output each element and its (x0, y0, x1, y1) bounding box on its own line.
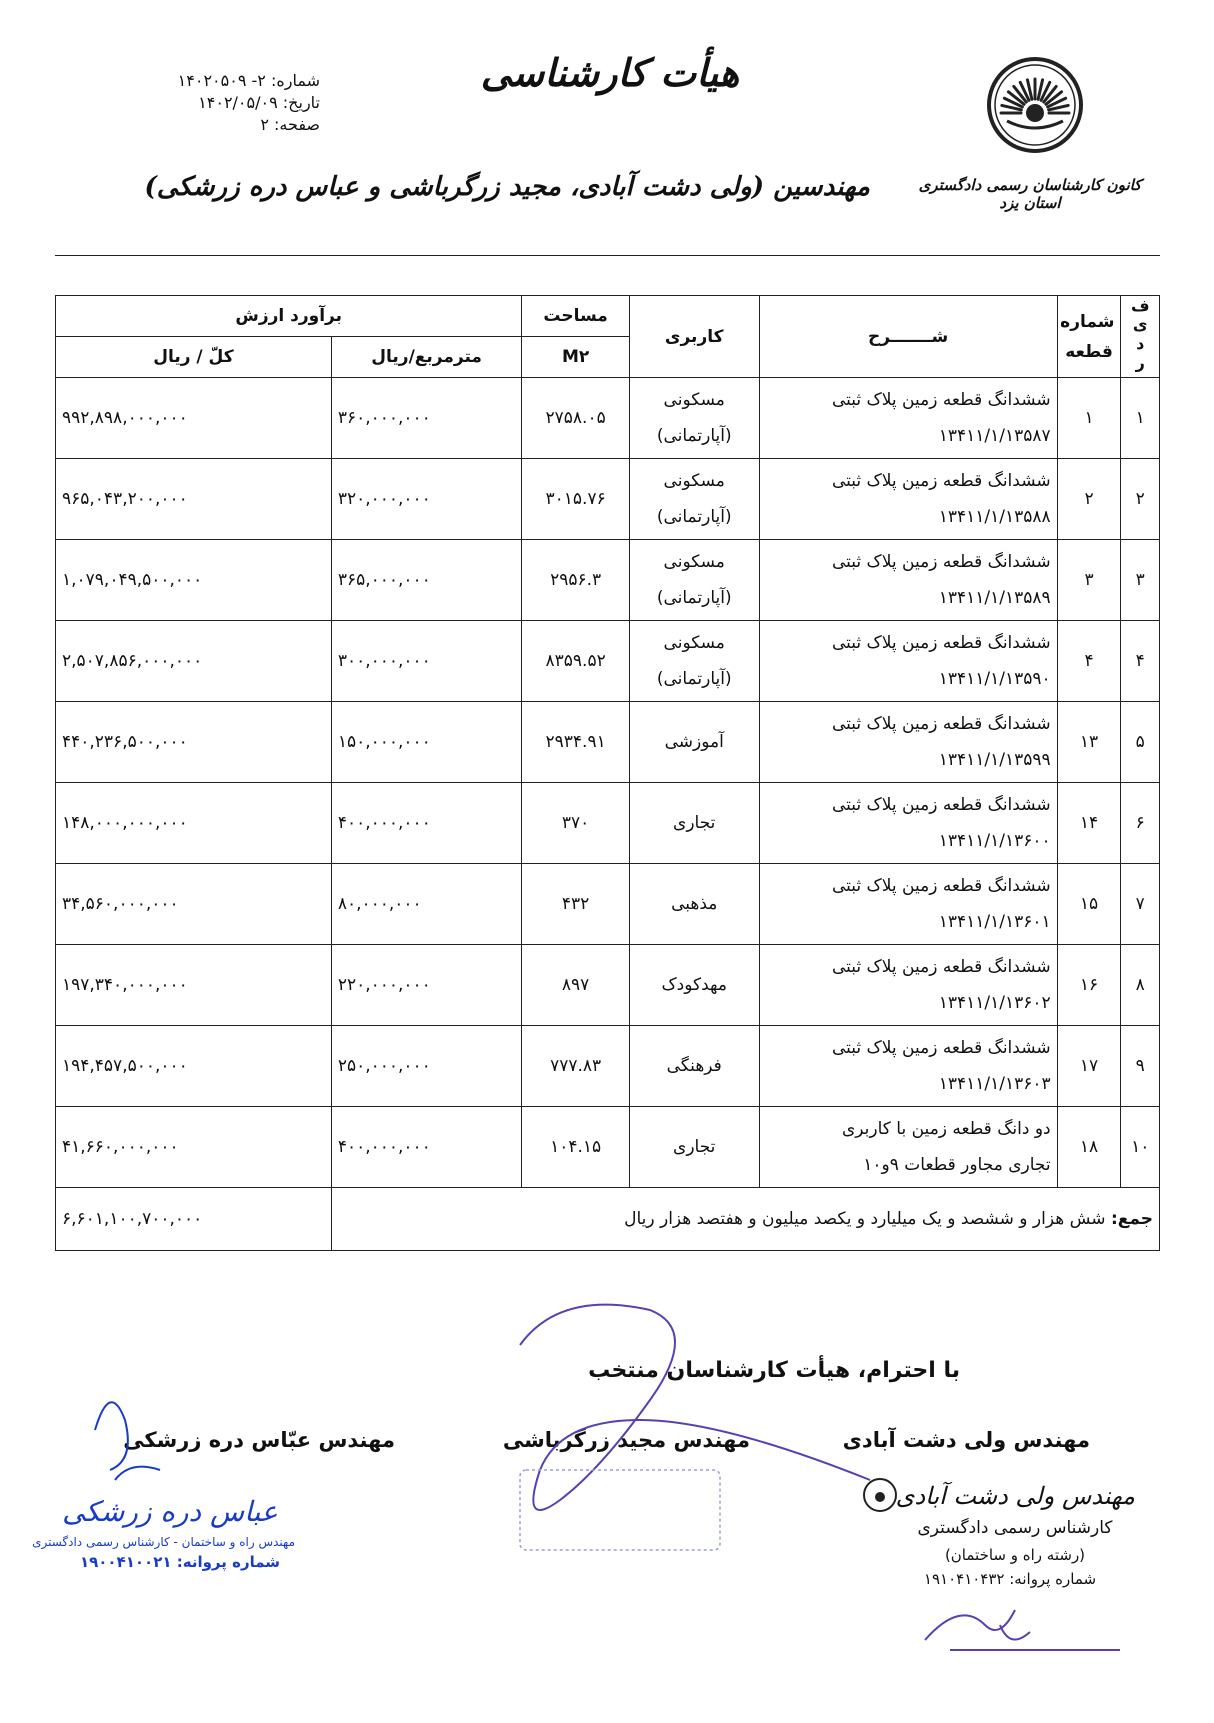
cell-usage (629, 1107, 759, 1188)
usage-line-1: تجاری (673, 813, 716, 833)
description-line-2: ۱۳۴۱۱/۱/۱۳۵۹۹ (938, 750, 1051, 770)
valuation-table (55, 295, 1160, 1251)
usage-line-1: آموزشی (664, 732, 724, 752)
cell-lot-number: ۲ (1057, 459, 1121, 540)
cell-usage (629, 459, 759, 540)
document-meta (110, 70, 320, 136)
sum-row (56, 1188, 1160, 1251)
cell-area: ۲۹۵۶.۳ (522, 540, 629, 621)
cell-total-price: ۹۹۲,۸۹۸,۰۰۰,۰۰۰ (56, 378, 332, 459)
cell-description (759, 702, 1057, 783)
cell-unit-price: ۸۰,۰۰۰,۰۰۰ (331, 864, 522, 945)
cell-row-number: ۸ (1121, 945, 1160, 1026)
table-row (56, 945, 1160, 1026)
cell-total-price: ۱۴۸,۰۰۰,۰۰۰,۰۰۰ (56, 783, 332, 864)
description-line-2: ۱۳۴۱۱/۱/۱۳۶۰۱ (938, 912, 1051, 932)
description-line-1: ششدانگ قطعه زمین پلاک ثبتی (831, 552, 1051, 572)
description-line-1: ششدانگ قطعه زمین پلاک ثبتی (831, 876, 1051, 896)
usage-line-1: فرهنگی (666, 1056, 722, 1076)
engineer-name-1: مهندس ولی دشت آبادی (842, 1428, 1090, 1452)
cell-row-number: ۷ (1121, 864, 1160, 945)
table-row (56, 864, 1160, 945)
description-line-2: ۱۳۴۱۱/۱/۱۳۶۰۲ (938, 993, 1051, 1013)
cell-description (759, 1026, 1057, 1107)
cell-row-number: ۲ (1121, 459, 1160, 540)
cell-description (759, 459, 1057, 540)
cell-area: ۷۷۷.۸۳ (522, 1026, 629, 1107)
cell-lot-number: ۱۵ (1057, 864, 1121, 945)
cell-area: ۳۰۱۵.۷۶ (522, 459, 629, 540)
header-total-price: کلّ / ریال (56, 337, 332, 378)
table-row (56, 783, 1160, 864)
cell-row-number: ۹ (1121, 1026, 1160, 1107)
stamp-logo-icon (864, 1479, 896, 1511)
cell-description (759, 378, 1057, 459)
description-line-2: ۱۳۴۱۱/۱/۱۳۵۸۹ (938, 588, 1051, 608)
header-lot-number: شماره قطعه (1057, 296, 1121, 378)
cell-total-price: ۱۹۷,۳۴۰,۰۰۰,۰۰۰ (56, 945, 332, 1026)
header-divider (55, 255, 1160, 256)
header-row-number: ردیف (1121, 296, 1160, 378)
cell-total-price: ۱,۰۷۹,۰۴۹,۵۰۰,۰۰۰ (56, 540, 332, 621)
cell-lot-number: ۱ (1057, 378, 1121, 459)
description-line-1: ششدانگ قطعه زمین پلاک ثبتی (831, 957, 1051, 977)
description-line-1: دو دانگ قطعه زمین با کاربری (842, 1119, 1051, 1139)
description-line-1: ششدانگ قطعه زمین پلاک ثبتی (831, 714, 1051, 734)
engineers-heading: مهندسین (ولی دشت آبادی، مجید زرگرباشی و عباس دره زرشکی) (144, 172, 870, 202)
cell-area: ۱۰۴.۱۵ (522, 1107, 629, 1188)
cell-area: ۴۳۲ (522, 864, 629, 945)
cell-unit-price: ۳۶۰,۰۰۰,۰۰۰ (331, 378, 522, 459)
cell-lot-number: ۱۷ (1057, 1026, 1121, 1107)
table-row (56, 540, 1160, 621)
sum-words: شش هزار و ششصد و یک میلیارد و یکصد میلیون و هفتصد هزار ریال (624, 1209, 1106, 1229)
cell-row-number: ۱ (1121, 378, 1160, 459)
board-title: هیأت کارشناسی (480, 50, 740, 95)
usage-line-2: (آپارتمانی) (656, 507, 732, 527)
cell-unit-price: ۴۰۰,۰۰۰,۰۰۰ (331, 783, 522, 864)
cell-area: ۲۹۳۴.۹۱ (522, 702, 629, 783)
description-line-2: ۱۳۴۱۱/۱/۱۳۵۸۸ (938, 507, 1051, 527)
cell-total-price: ۲,۵۰۷,۸۵۶,۰۰۰,۰۰۰ (56, 621, 332, 702)
signature-majid (520, 1305, 870, 1510)
cell-row-number: ۶ (1121, 783, 1160, 864)
cell-description (759, 864, 1057, 945)
description-line-1: ششدانگ قطعه زمین پلاک ثبتی (831, 390, 1051, 410)
stamp-valli-field: (رشته راه و ساختمان) (944, 1546, 1086, 1564)
cell-row-number: ۵ (1121, 702, 1160, 783)
cell-usage (629, 783, 759, 864)
header-area: مساحت (522, 296, 629, 337)
sum-words-cell (331, 1188, 1159, 1251)
cell-area: ۸۹۷ (522, 945, 629, 1026)
usage-line-1: مسکونی (663, 633, 725, 653)
cell-unit-price: ۱۵۰,۰۰۰,۰۰۰ (331, 702, 522, 783)
cell-lot-number: ۱۶ (1057, 945, 1121, 1026)
header-description: شـــــــرح (759, 296, 1057, 378)
cell-usage (629, 621, 759, 702)
stamp-majid (520, 1470, 720, 1550)
table-row (56, 1026, 1160, 1107)
cell-row-number: ۴ (1121, 621, 1160, 702)
usage-line-2: (آپارتمانی) (656, 588, 732, 608)
cell-total-price: ۴۴۰,۲۳۶,۵۰۰,۰۰۰ (56, 702, 332, 783)
description-line-2: ۱۳۴۱۱/۱/۱۳۶۰۰ (938, 831, 1051, 851)
cell-description (759, 540, 1057, 621)
stamp-abbas-title: مهندس راه و ساختمان - کارشناس رسمی دادگستری (32, 1535, 295, 1549)
cell-lot-number: ۱۳ (1057, 702, 1121, 783)
cell-usage (629, 378, 759, 459)
table-row (56, 378, 1160, 459)
cell-description (759, 945, 1057, 1026)
organization-name: کانون کارشناسان رسمی دادگستری استان یزد (918, 176, 1142, 212)
usage-line-1: مذهبی (671, 894, 718, 914)
table-row (56, 702, 1160, 783)
stamp-valli-name: مهندس ولی دشت آبادی (895, 1482, 1135, 1510)
doc-date: تاریخ: ۱۴۰۲/۰۵/۰۹ (198, 93, 320, 112)
table-row (56, 1107, 1160, 1188)
cell-usage (629, 1026, 759, 1107)
stamp-valli-title: کارشناس رسمی دادگستری (917, 1518, 1113, 1538)
description-line-1: ششدانگ قطعه زمین پلاک ثبتی (831, 1038, 1051, 1058)
cell-unit-price: ۲۲۰,۰۰۰,۰۰۰ (331, 945, 522, 1026)
sum-value: ۶,۶۰۱,۱۰۰,۷۰۰,۰۰۰ (56, 1188, 332, 1251)
cell-description (759, 1107, 1057, 1188)
cell-row-number: ۱۰ (1121, 1107, 1160, 1188)
cell-usage (629, 945, 759, 1026)
cell-total-price: ۴۱,۶۶۰,۰۰۰,۰۰۰ (56, 1107, 332, 1188)
usage-line-1: مسکونی (663, 552, 725, 572)
description-line-1: ششدانگ قطعه زمین پلاک ثبتی (831, 633, 1051, 653)
usage-line-1: مسکونی (663, 390, 725, 410)
description-line-2: ۱۳۴۱۱/۱/۱۳۵۸۷ (938, 426, 1051, 446)
header-valuation: برآورد ارزش (56, 296, 522, 337)
cell-total-price: ۱۹۴,۴۵۷,۵۰۰,۰۰۰ (56, 1026, 332, 1107)
cell-area: ۳۷۰ (522, 783, 629, 864)
stamp-valli-license: شماره پروانه: ۱۹۱۰۴۱۰۴۳۲ (923, 1570, 1097, 1588)
description-line-2: تجاری مجاور قطعات ۹و۱۰ (863, 1155, 1051, 1175)
sunburst-logo-icon (985, 55, 1085, 155)
cell-usage (629, 540, 759, 621)
cell-unit-price: ۳۲۰,۰۰۰,۰۰۰ (331, 459, 522, 540)
cell-lot-number: ۱۸ (1057, 1107, 1121, 1188)
cell-row-number: ۳ (1121, 540, 1160, 621)
usage-line-1: مسکونی (663, 471, 725, 491)
usage-line-1: تجاری (673, 1137, 716, 1157)
cell-total-price: ۹۶۵,۰۴۳,۲۰۰,۰۰۰ (56, 459, 332, 540)
description-line-1: ششدانگ قطعه زمین پلاک ثبتی (831, 795, 1051, 815)
description-line-2: ۱۳۴۱۱/۱/۱۳۵۹۰ (938, 669, 1051, 689)
header-usage: کاربری (629, 296, 759, 378)
header-area-unit: M۲ (522, 337, 629, 378)
table-row (56, 459, 1160, 540)
stamp-abbas-name: عباس دره زرشکی (62, 1495, 278, 1528)
cell-unit-price: ۳۶۵,۰۰۰,۰۰۰ (331, 540, 522, 621)
signature-valli (925, 1610, 1120, 1650)
cell-usage (629, 864, 759, 945)
cell-lot-number: ۱۴ (1057, 783, 1121, 864)
closing-regards: با احترام، هیأت کارشناسان منتخب (588, 1358, 960, 1383)
engineer-name-3: مهندس عبّاس دره زرشکی (123, 1428, 395, 1452)
sum-label: جمع: (1110, 1209, 1153, 1229)
engineer-name-2: مهندس مجید زرگرباشی (502, 1428, 750, 1452)
cell-unit-price: ۳۰۰,۰۰۰,۰۰۰ (331, 621, 522, 702)
cell-area: ۲۷۵۸.۰۵ (522, 378, 629, 459)
stamp-abbas-license: شماره پروانه: ۱۹۰۰۴۱۰۰۲۱ (79, 1553, 281, 1571)
cell-lot-number: ۴ (1057, 621, 1121, 702)
cell-area: ۸۳۵۹.۵۲ (522, 621, 629, 702)
description-line-1: ششدانگ قطعه زمین پلاک ثبتی (831, 471, 1051, 491)
cell-description (759, 621, 1057, 702)
description-line-2: ۱۳۴۱۱/۱/۱۳۶۰۳ (938, 1074, 1051, 1094)
doc-page: صفحه: ۲ (260, 115, 320, 134)
cell-description (759, 783, 1057, 864)
cell-unit-price: ۴۰۰,۰۰۰,۰۰۰ (331, 1107, 522, 1188)
cell-lot-number: ۳ (1057, 540, 1121, 621)
usage-line-2: (آپارتمانی) (656, 669, 732, 689)
doc-number: شماره: ۲- ۱۴۰۲۰۵۰۹ (177, 71, 320, 90)
cell-usage (629, 702, 759, 783)
usage-line-2: (آپارتمانی) (656, 426, 732, 446)
header-unit-price: مترمربع/ریال (331, 337, 522, 378)
cell-total-price: ۳۴,۵۶۰,۰۰۰,۰۰۰ (56, 864, 332, 945)
cell-unit-price: ۲۵۰,۰۰۰,۰۰۰ (331, 1026, 522, 1107)
table-row (56, 621, 1160, 702)
usage-line-1: مهدکودک (661, 975, 727, 995)
